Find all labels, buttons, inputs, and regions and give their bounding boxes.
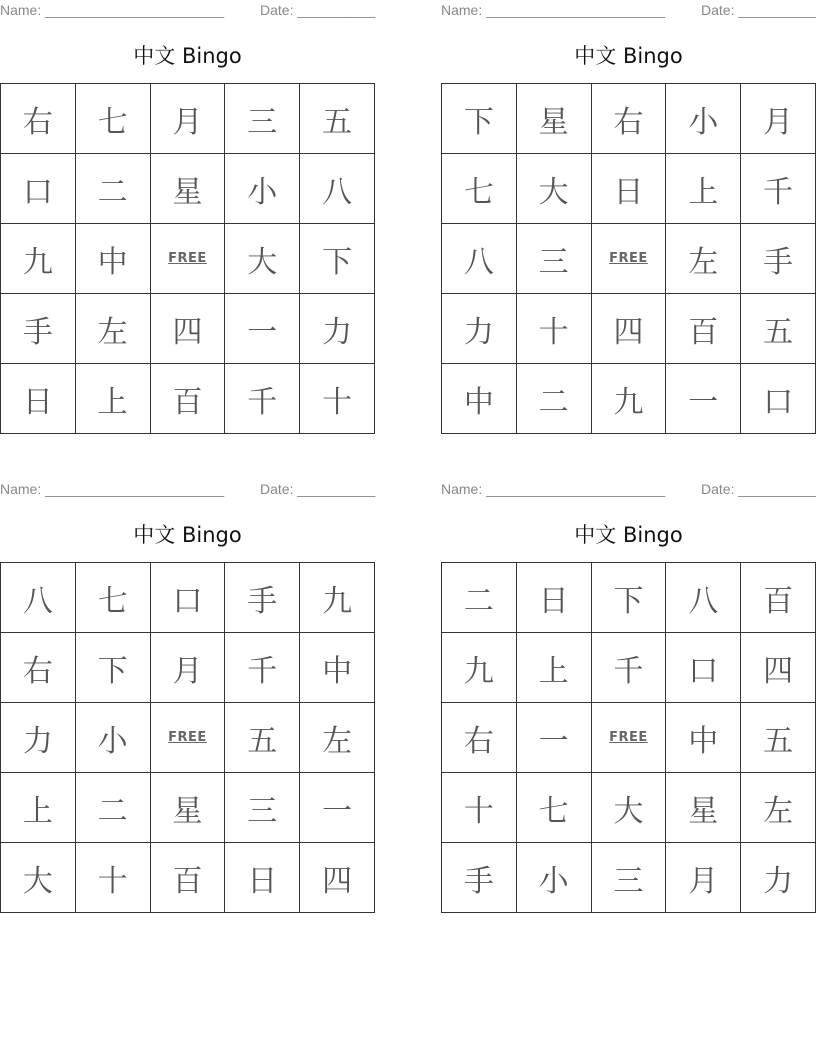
grid-row xyxy=(442,364,816,434)
bingo-cell: 十 xyxy=(442,773,517,843)
grid-row xyxy=(442,703,816,773)
bingo-cell: 一 xyxy=(516,703,591,773)
grid-row xyxy=(442,633,816,703)
bingo-cell: 下 xyxy=(591,563,666,633)
name-label: Name: _______________________ xyxy=(0,2,225,18)
bingo-cell: 大 xyxy=(516,154,591,224)
card-title: 中文 Bingo xyxy=(574,44,683,68)
bingo-cell: 千 xyxy=(591,633,666,703)
grid-row xyxy=(1,633,375,703)
bingo-cell: 右 xyxy=(1,84,76,154)
bingo-cell: 千 xyxy=(225,364,300,434)
bingo-cell: 四 xyxy=(741,633,816,703)
bingo-cell: 手 xyxy=(741,224,816,294)
bingo-cell: 二 xyxy=(442,563,517,633)
name-label: Name: _______________________ xyxy=(0,481,225,497)
bingo-cell: 小 xyxy=(666,84,741,154)
grid-row xyxy=(442,773,816,843)
free-space-cell: FREE xyxy=(591,224,666,294)
bingo-cell: 中 xyxy=(300,633,375,703)
bingo-cell: 上 xyxy=(75,364,150,434)
date-label: Date: __________ xyxy=(701,2,816,18)
date-label: Date: __________ xyxy=(260,481,376,497)
bingo-cell: 手 xyxy=(442,843,517,913)
free-space-cell: FREE xyxy=(150,703,225,773)
bingo-cell: 八 xyxy=(1,563,76,633)
bingo-cell: 力 xyxy=(741,843,816,913)
grid-row xyxy=(442,843,816,913)
bingo-cell: 口 xyxy=(150,563,225,633)
bingo-cell: 一 xyxy=(666,364,741,434)
grid-row xyxy=(1,563,375,633)
bingo-cell: 十 xyxy=(300,364,375,434)
bingo-cell: 千 xyxy=(741,154,816,224)
bingo-cell: 手 xyxy=(225,563,300,633)
bingo-cell: 九 xyxy=(1,224,76,294)
bingo-cell: 右 xyxy=(591,84,666,154)
bingo-cell: 三 xyxy=(516,224,591,294)
bingo-cell: 三 xyxy=(591,843,666,913)
bingo-cell: 大 xyxy=(1,843,76,913)
bingo-cell: 下 xyxy=(75,633,150,703)
grid-row xyxy=(442,294,816,364)
grid-row xyxy=(1,773,375,843)
bingo-cell: 力 xyxy=(300,294,375,364)
bingo-cell: 星 xyxy=(666,773,741,843)
bingo-cell: 五 xyxy=(300,84,375,154)
bingo-cell: 手 xyxy=(1,294,76,364)
bingo-cell: 二 xyxy=(75,773,150,843)
bingo-cell: 百 xyxy=(666,294,741,364)
bingo-cell: 右 xyxy=(442,703,517,773)
bingo-cell: 日 xyxy=(516,563,591,633)
grid-row xyxy=(1,294,375,364)
bingo-cell: 左 xyxy=(666,224,741,294)
card-title: 中文 Bingo xyxy=(574,523,683,547)
bingo-cell: 力 xyxy=(442,294,517,364)
date-label: Date: __________ xyxy=(701,481,816,497)
bingo-cell: 一 xyxy=(225,294,300,364)
grid-row xyxy=(1,154,375,224)
bingo-cell: 百 xyxy=(150,364,225,434)
bingo-cell: 五 xyxy=(741,294,816,364)
bingo-cell: 八 xyxy=(666,563,741,633)
bingo-cell: 二 xyxy=(516,364,591,434)
bingo-cell: 百 xyxy=(150,843,225,913)
bingo-cell: 上 xyxy=(1,773,76,843)
card-title: 中文 Bingo xyxy=(133,523,242,547)
bingo-cell: 星 xyxy=(150,154,225,224)
grid-row xyxy=(442,84,816,154)
bingo-cell: 上 xyxy=(666,154,741,224)
bingo-cell: 一 xyxy=(300,773,375,843)
bingo-grid xyxy=(441,83,816,434)
grid-row xyxy=(1,224,375,294)
bingo-cell: 大 xyxy=(591,773,666,843)
bingo-cell: 九 xyxy=(442,633,517,703)
bingo-cell: 月 xyxy=(150,84,225,154)
bingo-cell: 八 xyxy=(442,224,517,294)
bingo-cell: 七 xyxy=(75,563,150,633)
bingo-cell: 星 xyxy=(150,773,225,843)
bingo-grid xyxy=(0,83,375,434)
bingo-cell: 小 xyxy=(516,843,591,913)
bingo-cell: 千 xyxy=(225,633,300,703)
free-space-cell: FREE xyxy=(150,224,225,294)
bingo-cell: 口 xyxy=(666,633,741,703)
bingo-cell: 下 xyxy=(442,84,517,154)
bingo-cell: 中 xyxy=(75,224,150,294)
grid-row xyxy=(442,154,816,224)
bingo-cell: 月 xyxy=(150,633,225,703)
bingo-cell: 月 xyxy=(666,843,741,913)
grid-row xyxy=(442,563,816,633)
bingo-cell: 日 xyxy=(225,843,300,913)
bingo-cell: 十 xyxy=(516,294,591,364)
name-label: Name: _______________________ xyxy=(441,2,666,18)
bingo-cell: 小 xyxy=(225,154,300,224)
bingo-cell: 七 xyxy=(442,154,517,224)
bingo-cell: 口 xyxy=(741,364,816,434)
bingo-cell: 左 xyxy=(75,294,150,364)
bingo-cell: 星 xyxy=(516,84,591,154)
bingo-cell: 右 xyxy=(1,633,76,703)
bingo-cell: 中 xyxy=(442,364,517,434)
grid-row xyxy=(1,843,375,913)
bingo-cell: 二 xyxy=(75,154,150,224)
date-label: Date: __________ xyxy=(260,2,376,18)
free-space-cell: FREE xyxy=(591,703,666,773)
bingo-cell: 小 xyxy=(75,703,150,773)
bingo-cell: 四 xyxy=(591,294,666,364)
bingo-cell: 月 xyxy=(741,84,816,154)
grid-row xyxy=(442,224,816,294)
bingo-cell: 九 xyxy=(300,563,375,633)
bingo-cell: 大 xyxy=(225,224,300,294)
bingo-cell: 八 xyxy=(300,154,375,224)
bingo-cell: 左 xyxy=(300,703,375,773)
bingo-cell: 口 xyxy=(1,154,76,224)
bingo-cell: 日 xyxy=(591,154,666,224)
bingo-cell: 四 xyxy=(300,843,375,913)
grid-row xyxy=(1,84,375,154)
bingo-cell: 上 xyxy=(516,633,591,703)
bingo-cell: 百 xyxy=(741,563,816,633)
bingo-cell: 左 xyxy=(741,773,816,843)
bingo-cell: 五 xyxy=(225,703,300,773)
bingo-cell: 中 xyxy=(666,703,741,773)
grid-row xyxy=(1,364,375,434)
bingo-cell: 九 xyxy=(591,364,666,434)
bingo-cell: 七 xyxy=(516,773,591,843)
bingo-cell: 下 xyxy=(300,224,375,294)
card-title: 中文 Bingo xyxy=(133,44,242,68)
bingo-cell: 三 xyxy=(225,773,300,843)
bingo-cell: 日 xyxy=(1,364,76,434)
bingo-cell: 四 xyxy=(150,294,225,364)
grid-row xyxy=(1,703,375,773)
bingo-grid xyxy=(0,562,375,913)
bingo-grid xyxy=(441,562,816,913)
bingo-cell: 七 xyxy=(75,84,150,154)
bingo-cell: 力 xyxy=(1,703,76,773)
bingo-cell: 五 xyxy=(741,703,816,773)
bingo-cell: 三 xyxy=(225,84,300,154)
bingo-cell: 十 xyxy=(75,843,150,913)
name-label: Name: _______________________ xyxy=(441,481,666,497)
